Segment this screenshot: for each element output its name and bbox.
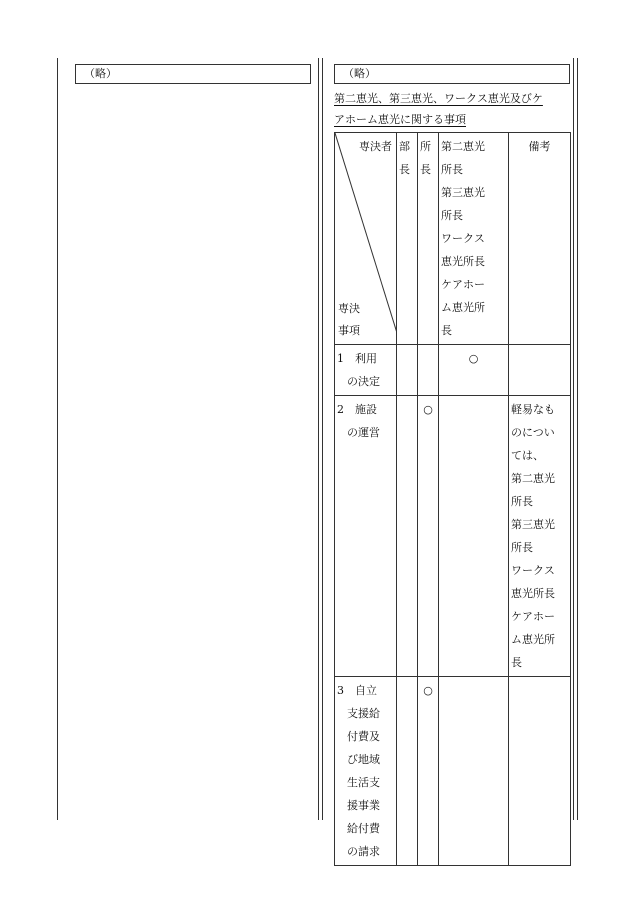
center-divider-left <box>318 58 319 820</box>
row2-bucho <box>397 396 418 677</box>
row1-remarks <box>509 345 571 396</box>
cell-line: 第三恵光 <box>511 518 555 531</box>
cell-line: のについ <box>511 426 555 439</box>
row1-facility: ○ <box>439 345 509 396</box>
cell-line: 援事業 <box>347 799 380 812</box>
cell-line: の決定 <box>347 375 380 388</box>
left-column-border <box>57 58 58 820</box>
cell-line: 2 施設 <box>337 403 377 416</box>
header-shocho: 所長 <box>418 133 439 345</box>
cell-line: ム恵光所 <box>511 633 555 646</box>
diagonal-header-cell <box>335 133 397 345</box>
row2-item <box>335 396 397 677</box>
facility-header-line: ワークス <box>441 232 485 245</box>
delegation-table <box>334 132 571 866</box>
cell-line: 恵光所長 <box>511 587 555 600</box>
row1-bucho <box>397 345 418 396</box>
header-facility-directors <box>439 133 509 345</box>
row3-remarks <box>509 677 571 866</box>
cell-line: の運営 <box>347 426 380 439</box>
row3-shocho: ○ <box>418 677 439 866</box>
right-column-border-outer <box>577 58 578 820</box>
cell-line: 所長 <box>511 495 533 508</box>
cell-line: 第二恵光 <box>511 472 555 485</box>
center-divider-right <box>322 58 323 820</box>
row2-remarks <box>509 396 571 677</box>
row2-facility <box>439 396 509 677</box>
cell-line: 長 <box>511 656 522 669</box>
table-row <box>335 396 571 677</box>
section-heading-line1: 第二恵光、第三恵光、ワークス恵光及びケ <box>334 92 543 105</box>
row1-item <box>335 345 397 396</box>
right-column-border-inner <box>573 58 574 820</box>
cell-line: の請求 <box>347 845 380 858</box>
row2-shocho: ○ <box>418 396 439 677</box>
table-row <box>335 345 571 396</box>
cell-line: 1 利用 <box>337 352 377 365</box>
cell-line: ワークス <box>511 564 555 577</box>
cell-line: 支援給 <box>347 707 380 720</box>
header-bucho: 部長 <box>397 133 418 345</box>
right-omitted-box: （略） <box>334 64 570 84</box>
left-omitted-box: （略） <box>75 64 311 84</box>
table-row <box>335 677 571 866</box>
facility-header-line: 所長 <box>441 163 463 176</box>
facility-header-line: 恵光所長 <box>441 255 485 268</box>
cell-line: 給付費 <box>347 822 380 835</box>
row3-item <box>335 677 397 866</box>
cell-line: 生活支 <box>347 776 380 789</box>
section-heading-line2: アホーム恵光に関する事項 <box>334 113 466 126</box>
facility-header-line: 所長 <box>441 209 463 222</box>
facility-header-line: 第三恵光 <box>441 186 485 199</box>
cell-line: ては、 <box>511 449 544 462</box>
row1-shocho <box>418 345 439 396</box>
cell-line: 3 自立 <box>337 684 377 697</box>
row3-facility <box>439 677 509 866</box>
cell-line: 所長 <box>511 541 533 554</box>
header-decider-label: 専決者 <box>359 140 392 153</box>
facility-header-line: 長 <box>441 324 452 337</box>
header-matter-label: 専決 事項 <box>338 302 360 337</box>
header-remarks: 備考 <box>509 133 571 345</box>
facility-header-line: ケアホー <box>441 278 485 291</box>
row3-bucho <box>397 677 418 866</box>
cell-line: ケアホー <box>511 610 555 623</box>
table-header-row <box>335 133 571 345</box>
cell-line: 付費及 <box>347 730 380 743</box>
cell-line: 軽易なも <box>511 403 555 416</box>
facility-header-line: 第二恵光 <box>441 140 485 153</box>
cell-line: び地域 <box>347 753 380 766</box>
facility-header-line: ム恵光所 <box>441 301 485 314</box>
